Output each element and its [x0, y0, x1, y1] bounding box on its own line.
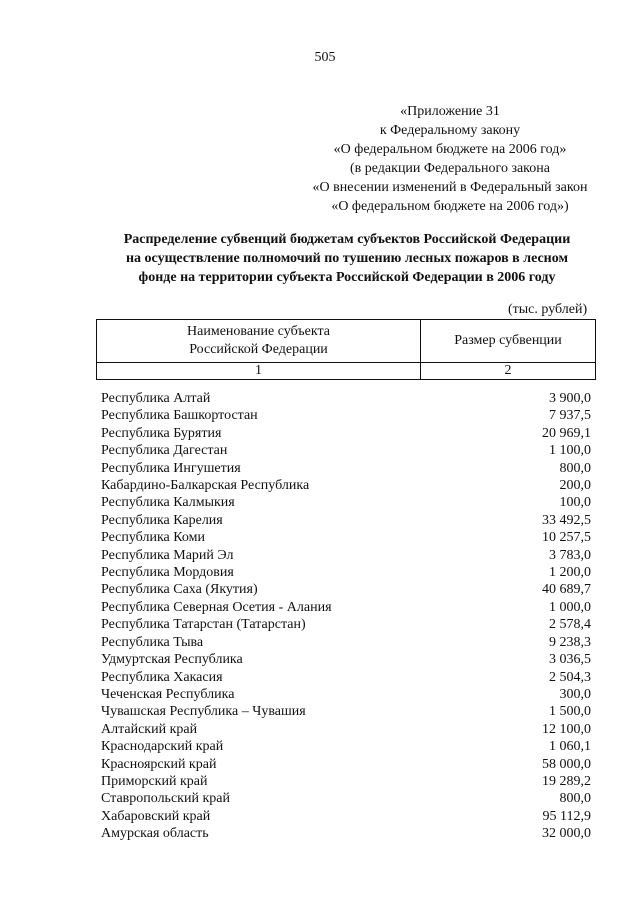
- subvention-value: 58 000,0: [542, 756, 591, 772]
- title-line: Распределение субвенций бюджетам субъектов Российской Федерации: [123, 232, 571, 247]
- table-row: [101, 703, 591, 720]
- table-row: [101, 721, 591, 738]
- header-subject-name: [97, 320, 421, 363]
- table-row: [101, 790, 591, 807]
- subject-name: Приморский край: [101, 773, 208, 789]
- appendix-line: (в редакции Федерального закона: [350, 161, 550, 176]
- subject-name: Удмуртская Республика: [101, 652, 243, 668]
- subject-name: Хабаровский край: [101, 808, 211, 824]
- table-row: [101, 390, 591, 407]
- subvention-value: 3 783,0: [549, 547, 591, 563]
- subvention-value: 19 289,2: [542, 773, 591, 789]
- table-row: [101, 547, 591, 564]
- table-row: [101, 599, 591, 616]
- page-number: 505: [314, 50, 336, 65]
- appendix-line: к Федеральному закону: [379, 123, 521, 138]
- appendix-line: «О внесении изменений в Федеральный закон: [312, 180, 588, 195]
- title-line: фонде на территории субъекта Российской Федерации в 2006 году: [138, 270, 556, 285]
- document-title: [96, 230, 598, 287]
- units-note: (тыс. рублей): [508, 302, 588, 317]
- subject-name: Республика Тыва: [101, 634, 204, 650]
- subvention-value: 1 060,1: [549, 739, 591, 755]
- table-row: [101, 634, 591, 651]
- subvention-value: 300,0: [559, 686, 591, 702]
- subvention-value: 3 036,5: [549, 652, 591, 668]
- subvention-value: 40 689,7: [542, 582, 591, 598]
- subject-name: Амурская область: [101, 826, 209, 842]
- table-row: [101, 686, 591, 703]
- subject-name: Республика Ингушетия: [101, 460, 241, 476]
- subject-name: Республика Бурятия: [101, 425, 222, 441]
- subject-name: Ставропольский край: [101, 791, 230, 807]
- subvention-value: 95 112,9: [542, 808, 591, 824]
- subject-name: Республика Хакасия: [101, 669, 223, 685]
- subject-name: Алтайский край: [101, 721, 198, 737]
- header-subvention-size: Размер субвенции: [421, 320, 596, 363]
- subject-name: Краснодарский край: [101, 739, 224, 755]
- table-row: [101, 825, 591, 842]
- header-subject-line: Наименование субъекта: [187, 324, 330, 339]
- table-row: [101, 616, 591, 633]
- table-row: [101, 651, 591, 668]
- subvention-value: 1 500,0: [549, 704, 591, 720]
- header-subject-line: Российской Федерации: [189, 342, 328, 357]
- title-line: на осуществление полномочий по тушению лесных пожаров в лесном: [125, 251, 569, 266]
- subject-name: Красноярский край: [101, 756, 217, 772]
- subject-name: Республика Калмыкия: [101, 495, 235, 511]
- subvention-value: 1 100,0: [549, 443, 591, 459]
- table-row: [101, 581, 591, 598]
- subject-name: Кабардино-Балкарская Республика: [101, 478, 310, 494]
- subject-name: Республика Марий Эл: [101, 547, 234, 563]
- subvention-value: 200,0: [559, 478, 591, 494]
- subvention-table-body: [101, 390, 591, 843]
- subject-name: Республика Башкортостан: [101, 408, 258, 424]
- appendix-line: «Приложение 31: [400, 104, 500, 119]
- table-row: [101, 460, 591, 477]
- table-row: [101, 442, 591, 459]
- subvention-value: 2 578,4: [549, 617, 591, 633]
- subject-name: Республика Карелия: [101, 512, 223, 528]
- table-row: [101, 756, 591, 773]
- subject-name: Республика Саха (Якутия): [101, 582, 258, 598]
- subvention-value: 1 200,0: [549, 565, 591, 581]
- subvention-value: 2 504,3: [549, 669, 591, 685]
- table-row: [101, 494, 591, 511]
- subvention-value: 9 238,3: [549, 634, 591, 650]
- subvention-value: 1 000,0: [549, 599, 591, 615]
- subvention-value: 100,0: [559, 495, 591, 511]
- subvention-value: 10 257,5: [542, 530, 591, 546]
- subject-name: Республика Алтай: [101, 391, 211, 406]
- table-row: [101, 529, 591, 546]
- subvention-value: 20 969,1: [542, 425, 591, 441]
- table-row: [101, 407, 591, 424]
- subject-name: Чувашская Республика – Чувашия: [101, 704, 306, 720]
- table-row: [101, 773, 591, 790]
- table-row: [101, 738, 591, 755]
- table-row: [101, 808, 591, 825]
- subject-name: Республика Мордовия: [101, 565, 234, 581]
- column-number-1: 1: [97, 363, 421, 380]
- appendix-line: «О федеральном бюджете на 2006 год»: [333, 142, 567, 157]
- subvention-value: 800,0: [559, 791, 591, 807]
- subject-name: Республика Коми: [101, 530, 205, 546]
- subvention-value: 12 100,0: [542, 721, 591, 737]
- subject-name: Республика Дагестан: [101, 443, 228, 459]
- subvention-value: 800,0: [559, 460, 591, 476]
- appendix-line: «О федеральном бюджете на 2006 год»): [331, 199, 569, 214]
- subvention-value: 32 000,0: [542, 826, 591, 842]
- table-row: [101, 669, 591, 686]
- subject-name: Республика Северная Осетия - Алания: [101, 599, 332, 615]
- table-header: [96, 319, 596, 380]
- column-number-2: 2: [421, 363, 596, 380]
- table-row: [101, 425, 591, 442]
- subvention-value: 33 492,5: [542, 512, 591, 528]
- subject-name: Республика Татарстан (Татарстан): [101, 617, 306, 633]
- subvention-value: 7 937,5: [549, 408, 591, 424]
- appendix-reference: [300, 102, 600, 216]
- subject-name: Чеченская Республика: [101, 686, 235, 702]
- subvention-value: 3 900,0: [549, 391, 591, 406]
- table-row: [101, 477, 591, 494]
- table-row: [101, 512, 591, 529]
- table-row: [101, 564, 591, 581]
